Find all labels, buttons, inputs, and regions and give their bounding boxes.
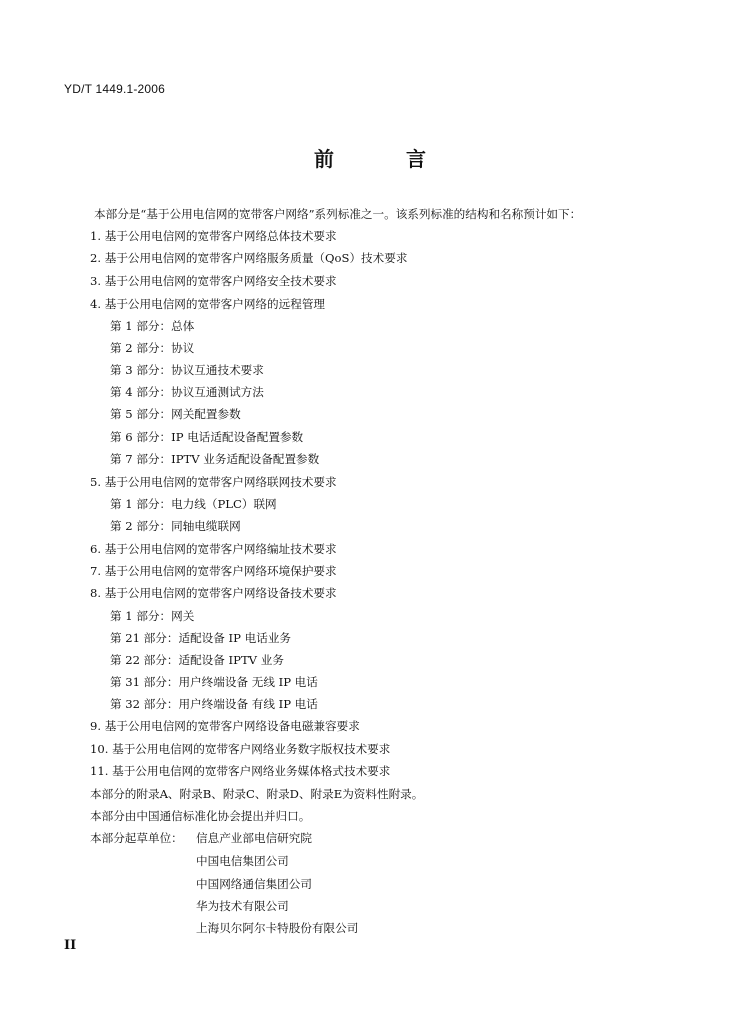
list-item: 2. 基于公用电信网的宽带客户网络服务质量（QoS）技术要求 xyxy=(90,251,408,265)
drafters-label: 本部分起草单位： xyxy=(90,831,183,845)
appendix-note: 本部分的附录A、附录B、附录C、附录D、附录E为资料性附录。 xyxy=(90,787,424,801)
page-number: II xyxy=(64,938,77,953)
list-item: 4. 基于公用电信网的宽带客户网络的远程管理 xyxy=(90,297,326,311)
list-subitem: 第 1 部分：网关 xyxy=(110,609,195,623)
list-subitem: 第 3 部分：协议互通技术要求 xyxy=(110,363,264,377)
list-item: 7. 基于公用电信网的宽带客户网络环境保护要求 xyxy=(90,564,337,578)
standard-code: YD/T 1449.1-2006 xyxy=(64,82,166,96)
list-subitem: 第 22 部分：适配设备 IPTV 业务 xyxy=(110,653,284,667)
drafter-unit: 华为技术有限公司 xyxy=(196,899,289,913)
drafter-unit: 中国电信集团公司 xyxy=(196,854,289,868)
list-item: 9. 基于公用电信网的宽带客户网络设备电磁兼容要求 xyxy=(90,719,360,733)
list-item: 6. 基于公用电信网的宽带客户网络编址技术要求 xyxy=(90,542,337,556)
drafter-unit: 中国网络通信集团公司 xyxy=(196,877,312,891)
list-item: 8. 基于公用电信网的宽带客户网络设备技术要求 xyxy=(90,586,337,600)
list-item: 1. 基于公用电信网的宽带客户网络总体技术要求 xyxy=(90,229,337,243)
intro-paragraph: 本部分是“基于公用电信网的宽带客户网络”系列标准之一。该系列标准的结构和名称预计如下： xyxy=(94,207,582,221)
list-subitem: 第 5 部分：网关配置参数 xyxy=(110,407,241,421)
list-subitem: 第 7 部分：IPTV 业务适配设备配置参数 xyxy=(110,452,320,466)
drafter-unit: 信息产业部电信研究院 xyxy=(196,831,312,845)
list-subitem: 第 4 部分：协议互通测试方法 xyxy=(110,385,264,399)
list-subitem: 第 32 部分：用户终端设备 有线 IP 电话 xyxy=(110,697,318,711)
list-item: 5. 基于公用电信网的宽带客户网络联网技术要求 xyxy=(90,475,337,489)
list-item: 11. 基于公用电信网的宽带客户网络业务媒体格式技术要求 xyxy=(90,764,391,778)
list-subitem: 第 2 部分：同轴电缆联网 xyxy=(110,519,241,533)
page-title: 前 言 xyxy=(314,147,452,171)
list-subitem: 第 6 部分：IP 电话适配设备配置参数 xyxy=(110,430,304,444)
list-subitem: 第 1 部分：电力线（PLC）联网 xyxy=(110,497,277,511)
list-subitem: 第 1 部分：总体 xyxy=(110,319,195,333)
proposer-note: 本部分由中国通信标准化协会提出并归口。 xyxy=(90,809,311,823)
drafter-unit: 上海贝尔阿尔卡特股份有限公司 xyxy=(196,921,359,935)
list-subitem: 第 31 部分：用户终端设备 无线 IP 电话 xyxy=(110,675,318,689)
list-subitem: 第 21 部分：适配设备 IP 电话业务 xyxy=(110,631,292,645)
list-item: 3. 基于公用电信网的宽带客户网络安全技术要求 xyxy=(90,274,337,288)
list-subitem: 第 2 部分：协议 xyxy=(110,341,195,355)
list-item: 10. 基于公用电信网的宽带客户网络业务数字版权技术要求 xyxy=(90,742,391,756)
